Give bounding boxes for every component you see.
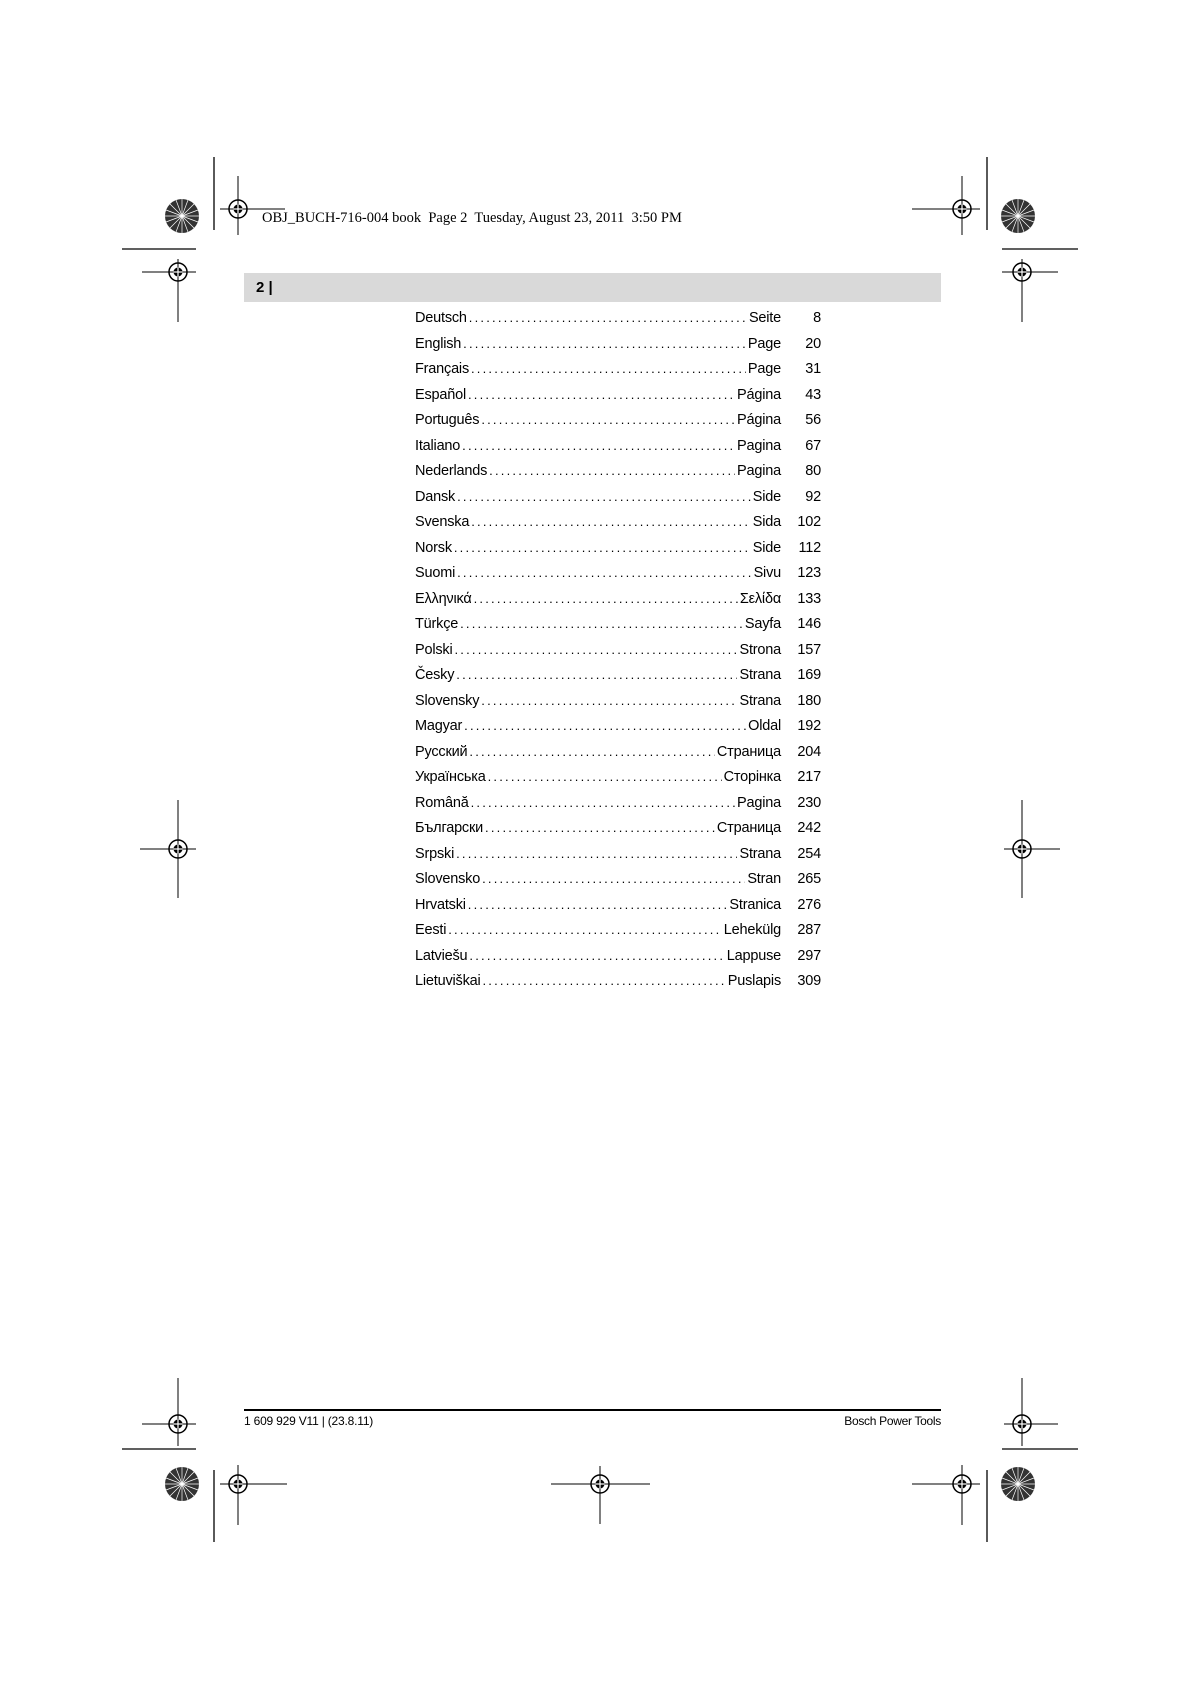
toc-row [415, 948, 821, 974]
toc-language: Polski [415, 641, 453, 658]
toc-page-number: 230 [797, 794, 821, 811]
toc-page-word: Pagina [737, 437, 781, 454]
toc-language: Ελληνικά [415, 590, 472, 607]
toc-leader-dots [448, 922, 721, 937]
toc-language: Български [415, 820, 484, 836]
toc-leader-dots [469, 948, 724, 963]
toc-page-word: Side [752, 488, 781, 505]
toc-page-number: 192 [797, 718, 821, 734]
toc-language: English [415, 335, 462, 352]
sunburst-mark-icon [165, 1467, 199, 1501]
toc-row [415, 693, 821, 719]
toc-leader-dots [471, 361, 746, 376]
book-stamp: OBJ_BUCH-716-004 book Page 2 Tuesday, August 23, 2011 3:50 PM [262, 210, 682, 226]
toc-language: Dansk [415, 488, 456, 505]
toc-leader-dots [463, 336, 746, 351]
footer-brand: Bosch Power Tools [844, 1414, 941, 1428]
toc-page-word: Strana [739, 845, 781, 862]
toc-page-number: 297 [797, 947, 821, 964]
toc-page-word: Pagina [737, 794, 781, 811]
toc-row [415, 336, 821, 362]
toc-page-number: 169 [797, 667, 821, 683]
toc-page-word: Oldal [748, 718, 781, 734]
toc-page-word: Страница [716, 820, 781, 836]
toc-leader-dots [471, 514, 751, 529]
toc-row [415, 769, 821, 795]
toc-page-word: Página [737, 386, 781, 403]
toc-page-word: Stranica [729, 896, 781, 913]
toc-page-number: 133 [797, 590, 821, 607]
toc-leader-dots [464, 718, 746, 733]
toc-page-number: 309 [797, 973, 821, 989]
toc-page-number: 204 [797, 743, 821, 760]
toc-page-word: Lehekülg [723, 922, 781, 938]
toc-language: Español [415, 386, 466, 403]
toc-page-word: Strana [739, 692, 781, 709]
toc-row [415, 973, 821, 999]
toc-leader-dots [469, 744, 714, 759]
toc-leader-dots [483, 973, 726, 988]
toc-row [415, 718, 821, 744]
toc-leader-dots [457, 489, 751, 504]
toc-page-number: 146 [797, 616, 821, 632]
footer-document-number: 1 609 929 V11 | (23.8.11) [244, 1414, 374, 1428]
toc-page-word: Страница [716, 743, 781, 760]
toc-page-number: 112 [798, 539, 821, 556]
toc-page-number: 80 [805, 463, 821, 479]
toc-page-word: Sida [752, 514, 781, 530]
toc-page-word: Página [737, 412, 781, 428]
toc-leader-dots [481, 693, 737, 708]
toc-row [415, 846, 821, 872]
toc-page-number: 67 [805, 437, 821, 454]
toc-language: Русский [415, 743, 468, 760]
toc-row [415, 310, 821, 336]
toc-row [415, 463, 821, 489]
toc-page-number: 180 [797, 692, 821, 709]
toc-page-word: Page [747, 335, 781, 352]
table-of-contents [415, 310, 821, 999]
toc-leader-dots [481, 412, 735, 427]
toc-page-number: 43 [805, 386, 821, 403]
sunburst-mark-icon [1001, 199, 1035, 233]
toc-row [415, 540, 821, 566]
toc-leader-dots [454, 642, 737, 657]
toc-row [415, 871, 821, 897]
sunburst-mark-icon [1001, 1467, 1035, 1501]
toc-page-number: 56 [805, 412, 821, 428]
toc-leader-dots [488, 769, 722, 784]
page-number: 2 | [256, 279, 273, 296]
toc-page-word: Сторінка [723, 769, 781, 785]
toc-language: Hrvatski [415, 896, 466, 913]
toc-row [415, 667, 821, 693]
toc-leader-dots [456, 667, 737, 682]
toc-row [415, 565, 821, 591]
toc-leader-dots [468, 387, 735, 402]
toc-page-word: Seite [748, 310, 781, 326]
toc-page-number: 8 [813, 310, 821, 326]
toc-leader-dots [454, 540, 751, 555]
toc-language: Česky [415, 667, 455, 683]
toc-row [415, 489, 821, 515]
toc-language: Suomi [415, 565, 456, 581]
toc-row [415, 616, 821, 642]
toc-language: Deutsch [415, 310, 467, 326]
toc-page-word: Sayfa [744, 616, 781, 632]
toc-page-number: 287 [797, 922, 821, 938]
toc-row [415, 795, 821, 821]
toc-leader-dots [469, 310, 747, 325]
toc-language: Türkçe [415, 616, 459, 632]
toc-page-word: Lappuse [726, 947, 781, 964]
toc-page-number: 31 [805, 361, 821, 377]
toc-page-word: Page [747, 361, 781, 377]
toc-row [415, 591, 821, 617]
footer-rule [244, 1409, 941, 1411]
toc-page-number: 92 [805, 488, 821, 505]
toc-language: Français [415, 361, 469, 377]
toc-leader-dots [456, 846, 737, 861]
toc-row [415, 412, 821, 438]
toc-leader-dots [485, 820, 715, 835]
toc-page-number: 217 [797, 769, 821, 785]
toc-language: Nederlands [415, 463, 488, 479]
toc-language: Magyar [415, 718, 463, 734]
toc-row [415, 744, 821, 770]
sunburst-mark-icon [165, 199, 199, 233]
toc-page-number: 276 [797, 896, 821, 913]
toc-page-word: Side [752, 539, 781, 556]
toc-leader-dots [482, 871, 745, 886]
toc-language: Norsk [415, 539, 452, 556]
toc-leader-dots [471, 795, 735, 810]
toc-language: Slovensky [415, 692, 480, 709]
toc-row [415, 514, 821, 540]
toc-leader-dots [462, 438, 735, 453]
toc-row [415, 438, 821, 464]
toc-page-number: 20 [805, 335, 821, 352]
toc-row [415, 361, 821, 387]
toc-page-number: 254 [797, 845, 821, 862]
toc-leader-dots [489, 463, 735, 478]
toc-language: Srpski [415, 845, 455, 862]
toc-page-word: Pagina [737, 463, 781, 479]
toc-row [415, 922, 821, 948]
toc-language: Slovensko [415, 871, 481, 887]
toc-language: Română [415, 794, 469, 811]
toc-leader-dots [460, 616, 743, 631]
toc-language: Lietuviškai [415, 973, 481, 989]
toc-leader-dots [468, 897, 728, 912]
toc-row [415, 897, 821, 923]
toc-leader-dots [457, 565, 751, 580]
toc-page-word: Σελίδα [739, 590, 781, 607]
toc-page-number: 265 [797, 871, 821, 887]
toc-row [415, 820, 821, 846]
toc-page-number: 242 [797, 820, 821, 836]
toc-page-word: Sivu [753, 565, 781, 581]
toc-page-number: 123 [797, 565, 821, 581]
toc-page-word: Stran [747, 871, 781, 887]
toc-page-word: Strana [739, 667, 781, 683]
toc-language: Eesti [415, 922, 447, 938]
toc-page-number: 157 [797, 641, 821, 658]
toc-row [415, 642, 821, 668]
toc-page-word: Strona [739, 641, 781, 658]
toc-page-word: Puslapis [727, 973, 781, 989]
toc-language: Português [415, 412, 480, 428]
toc-language: Italiano [415, 437, 461, 454]
toc-page-number: 102 [797, 514, 821, 530]
toc-leader-dots [474, 591, 738, 606]
toc-language: Latviešu [415, 947, 468, 964]
toc-language: Svenska [415, 514, 470, 530]
page-header-band [244, 273, 941, 302]
toc-row [415, 387, 821, 413]
toc-language: Українська [415, 769, 486, 785]
